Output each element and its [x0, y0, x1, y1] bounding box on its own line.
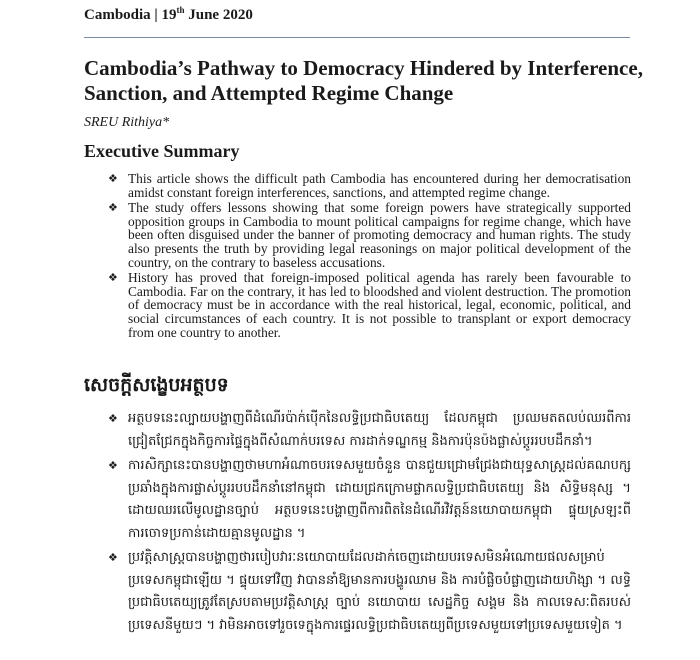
khmer-summary-list [106, 408, 631, 639]
summary-text: History has proved that foreign-imposed political agenda has rarely been favourable to Cambodia. Far on the contrary, it has led to bloodshed and violent destruction. The promotion of democracy must be in accordance with the real historical, legal, economic, political, and social circumstances of each country. It is not possible to transplant or export democracy from one country to another. [128, 270, 631, 340]
khmer-summary-text: ការសិក្សានេះបានបង្ហាញថាមហាអំណាចបរទេសមួយចំនួន បានជួយជ្រោមជ្រែងជាយុទ្ធសាស្ត្រដល់គណបក្សប្រឆាំងក្នុងការផ្លាស់ប្តូររបបដឹកនាំនៅកម្ពុជា ដោយជ្រកក្រោមផ្លាកលទ្ធិប្រជាធិបតេយ្យ និង សិទ្ធិមនុស្ស ។ ដោយឈរលើមូលដ្ឋានច្បាប់ អត្ថបទនេះបង្ហាញពីការពិតនៃដំណើរវិវត្តន៍នយោបាយកម្ពុជា ផ្ទុយស្រឡះពីការចោទប្រកាន់ដោយគ្មានមូលដ្ឋាន ។ [128, 458, 631, 541]
khmer-summary-heading: សេចក្តីសង្ខេបអត្ថបទ [84, 374, 229, 396]
summary-item [106, 201, 631, 269]
summary-list [106, 172, 631, 341]
author-name: SREU Rithiya* [84, 115, 170, 130]
diamond-bullet-icon: ❖ [108, 201, 118, 215]
header-date: June 2020 [184, 7, 253, 23]
diamond-bullet-icon: ❖ [108, 459, 118, 472]
header-date-suffix: th [176, 5, 185, 15]
khmer-summary-text: ប្រវត្តិសាស្ត្របានបង្ហាញថារបៀបវារៈនយោបាយដែលដាក់ចេញដោយបរទេសមិនអំណោយផលសម្រាប់ប្រទេសកម្ពុជាឡើយ ។ ផ្ទុយទៅវិញ វាបាននាំឱ្យមានការបង្ហូរឈាម និង ការបំផ្លិចបំផ្លាញដោយហិង្សា ។ លទ្ធិប្រជាធិបតេយ្យត្រូវតែស្របតាមប្រវត្តិសាស្ត្រ ច្បាប់ នយោបាយ សេដ្ឋកិច្ច សង្គម និង កាលទេសៈពិតរបស់ប្រទេសនីមួយៗ ។ វាមិនអាចទៅរួចទេក្នុងការផ្ទេរលទ្ធិប្រជាធិបតេយ្យពីប្រទេសមួយទៅប្រទេសមួយទៀត ។ [128, 550, 631, 633]
khmer-summary-item [106, 547, 631, 637]
header-divider [84, 37, 630, 38]
diamond-bullet-icon: ❖ [108, 551, 118, 564]
executive-summary-heading: Executive Summary [84, 141, 240, 161]
diamond-bullet-icon: ❖ [108, 412, 118, 425]
diamond-bullet-icon: ❖ [108, 271, 118, 285]
summary-text: This article shows the difficult path Cambodia has encountered during her democratisation amidst constant foreign interferences, sanctions, and attempted regime change. [128, 171, 631, 200]
publication-header [84, 0, 253, 25]
header-source: Cambodia | 19 [84, 7, 177, 23]
summary-item [106, 172, 631, 199]
summary-text: The study offers lessons showing that some foreign powers have strategically supported opposition groups in Cambodia to mount political campaigns for regime change, which have been often disguised under the banner of promoting democracy and human rights. The study also presents the truth by providing legal reasonings on major political development of the country, on the contrary to baseless accusations. [128, 200, 631, 270]
summary-item [106, 271, 631, 339]
document-title: Cambodia’s Pathway to Democracy Hindered by Interference, Sanction, and Attempted Regime Change [84, 56, 643, 105]
khmer-summary-text: អត្ថបទនេះល្បាយបង្ហាញពីដំណើរប៉ាក់ប៉ើកនៃលទ្ធិប្រជាធិបតេយ្យ ដែលកម្ពុជា ប្រឈមតតលប់ឈរពីការជ្រៀតជ្រែកក្នុងកិច្ចការផ្ទៃក្នុងពីសំណាក់បរទេស ការដាក់ទណ្ឌកម្ម និងការប៉ុនប៉ងផ្លាស់ប្តូររបបដឹកនាំ។ [128, 411, 631, 449]
diamond-bullet-icon: ❖ [108, 172, 118, 185]
khmer-summary-item [106, 455, 631, 545]
khmer-summary-item [106, 408, 631, 453]
